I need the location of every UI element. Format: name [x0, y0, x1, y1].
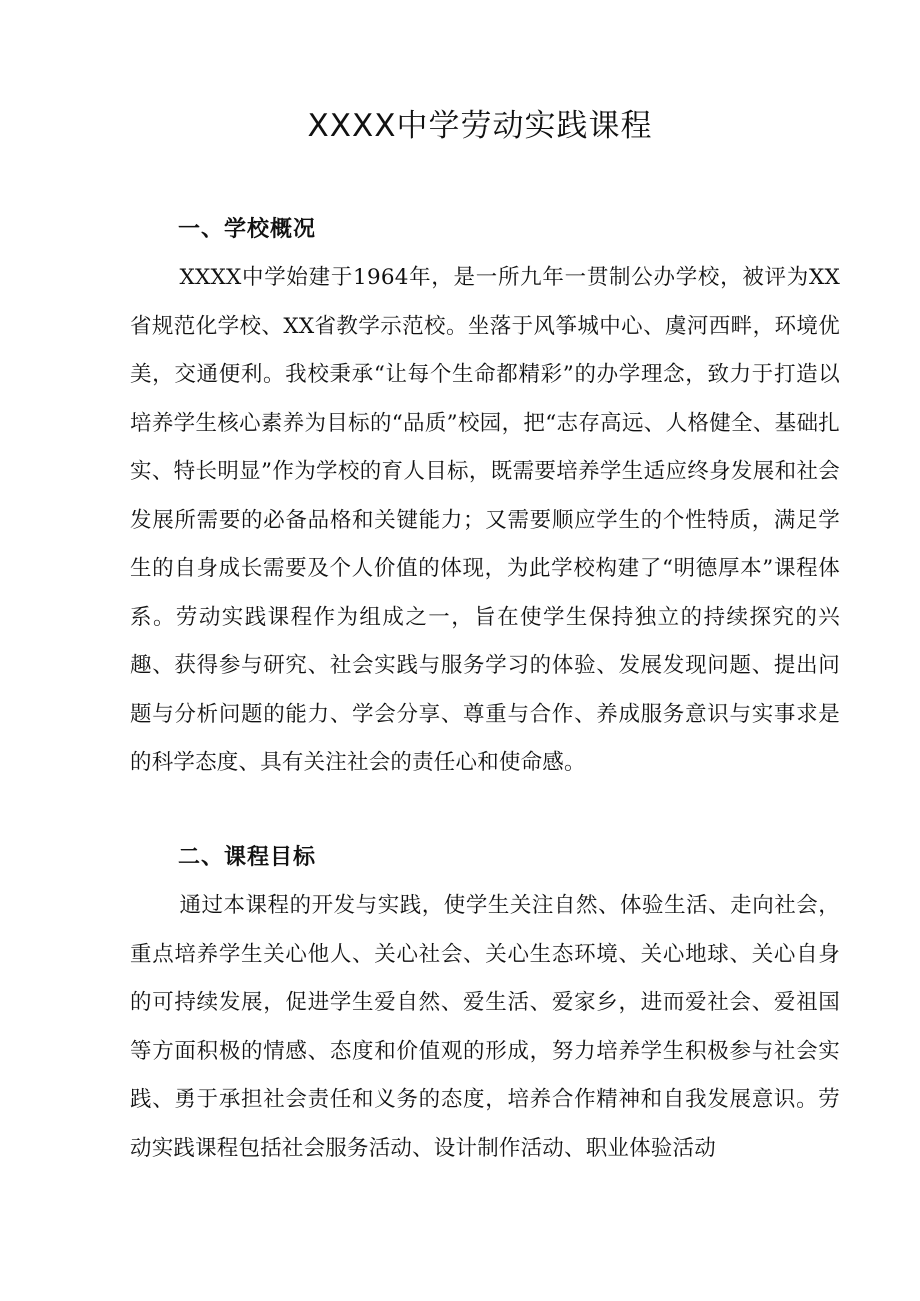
section-heading: 二、课程目标: [178, 845, 317, 870]
section-school-overview: [130, 210, 840, 788]
section-heading: 一、学校概况: [178, 217, 317, 242]
section-course-goals: [130, 838, 840, 1173]
section-paragraph: 通过本课程的开发与实践，使学生关注自然、体验生活、走向社会，重点培养学生关心他人、关心社会、关心生态环境、关心地球、关心自身的可持续发展，促进学生爱自然、爱生活、爱家乡，进而爱社会、爱祖国等方面积极的情感、态度和价值观的形成，努力培养学生积极参与社会实践、勇于承担社会责任和义务的态度，培养合作精神和自我发展意识。劳动实践课程包括社会服务活动、设计制作活动、职业体验活动: [130, 893, 840, 1161]
section-paragraph: XXXX中学始建于1964年，是一所九年一贯制公办学校，被评为XX省规范化学校、XX省教学示范校。坐落于风筝城中心、虞河西畔，环境优美，交通便利。我校秉承“让每个生命都精彩”的办学理念，致力于打造以培养学生核心素养为目标的“品质”校园，把“志存高远、人格健全、基础扎实、特长明显”作为学校的育人目标，既需要培养学生适应终身发展和社会发展所需要的必备品格和关键能力；又需要顺应学生的个性特质，满足学生的自身成长需要及个人价值的体现，为此学校构建了“明德厚本”课程体系。劳动实践课程作为组成之一，旨在使学生保持独立的持续探究的兴趣、获得参与研究、社会实践与服务学习的体验、发展发现问题、提出问题与分析问题的能力、学会分享、尊重与合作、养成服务意识与实事求是的科学态度、具有关注社会的责任心和使命感。: [130, 265, 840, 775]
document-title: XXXX中学劳动实践课程: [307, 108, 653, 144]
